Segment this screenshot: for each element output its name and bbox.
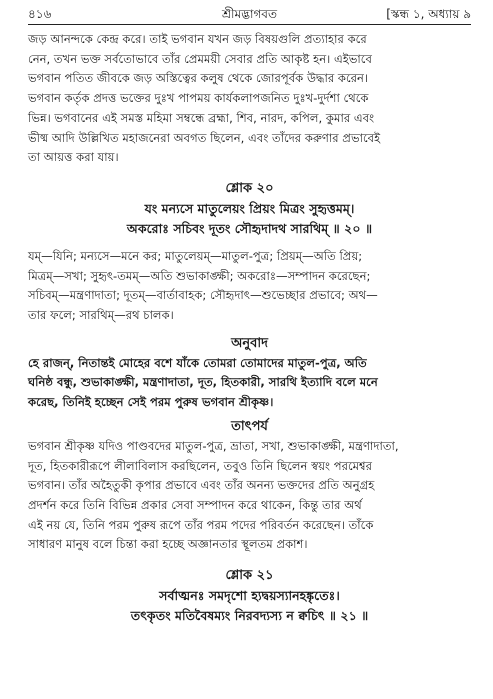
text-line: নেন, তখন ভক্ত সর্বতোভাবে তাঁর প্রেমময়ী সেবার প্রতি আকৃষ্ট হন। এইভাবে (28, 51, 372, 66)
purport-20 (28, 417, 471, 555)
verse-21 (28, 566, 471, 626)
text-line: তা আয়ত্ত করা যায়। (28, 150, 119, 165)
verse-20 (28, 179, 471, 239)
text-line: ভগবান পতিত জীবকে জড় অস্তিত্বের কলুষ থেকে জোরপূর্বক উদ্ধার করেন। (28, 71, 369, 86)
translation-line: ঘনিষ্ঠ বন্ধু, শুভাকাঙ্ক্ষী, মন্ত্রণাদাতা, দূত, হিতকারী, সারথি ইত্যাদি বলে মনে (28, 375, 378, 390)
verse-line: যং মন্যসে মাতুলেয়ং প্রিয়ং মিত্রং সুহৃত্তমম্। (144, 200, 355, 216)
verse-line: অকরোঃ সচিবং দূতং সৌহৃদাদথ সারথিম্ ॥ ২০ ॥ (126, 220, 373, 236)
translation-20 (28, 334, 471, 413)
purport-line: সাধারণ মানুষ বলে চিন্তা করা হচ্ছে অজ্ঞানতার স্থূলতম প্রকাশ। (28, 537, 308, 552)
verse-heading: শ্লোক ২০ (225, 180, 274, 196)
purport-line: ভগবান শ্রীকৃষ্ণ যদিও পাণ্ডবদের মাতুল-পুত্র, ভ্রাতা, সখা, শুভাকাঙ্ক্ষী, মন্ত্রণাদাতা, (28, 438, 399, 453)
text-line: ভগবান কর্তৃক প্রদত্ত ভক্তের দুঃখ পাপময় কার্যকলাপজনিত দুঃখ-দুর্দশা থেকে (28, 91, 369, 106)
synonyms-20 (28, 247, 471, 326)
purport-line: ভগবান। তাঁর অহৈতুকী কৃপার প্রভাবে এবং তাঁর অনন্য ভক্তদের প্রতি অনুগ্রহ (28, 478, 375, 493)
synonym-line: যম্—যিনি; মন্যসে—মনে কর; মাতুলেয়ম্—মাতুল-পুত্র; প্রিয়ম্—অতি প্রিয়; (28, 248, 363, 263)
synonym-line: তার ফলে; সারথিম্—রথ চালক। (28, 308, 174, 323)
synonym-line: সচিবম্—মন্ত্রণাদাতা; দূতম্—বার্তাবাহক; সৌহৃদাৎ—শুভেচ্ছার প্রভাবে; অথ— (28, 288, 378, 303)
verse-line: সর্বাত্মনঃ সমদৃশো হ্যদ্বয়স্যানহঙ্কৃতেঃ। (159, 588, 340, 604)
verse-line: তৎকৃতং মতিবৈষম্যং নিরবদ্যস্য ন ক্বচিৎ ॥ ২১ ॥ (130, 608, 369, 624)
translation-heading: অনুবাদ (231, 335, 268, 351)
text-line: ভিন্ন। ভগবানের এই সমস্ত মহিমা সম্বন্ধে ব্রহ্মা, শিব, নারদ, কপিল, কুমার এবং (28, 110, 375, 125)
purport-line: প্রদর্শন করে তিনি বিভিন্ন প্রকার সেবা সম্পাদন করে থাকেন, কিন্তু তার অর্থ (28, 497, 362, 512)
page-number: ৪১৬ (28, 7, 52, 21)
purport-heading: তাৎপর্য (231, 418, 268, 434)
verse-heading: শ্লোক ২১ (225, 568, 274, 584)
synonym-line: মিত্রম্—সখা; সুহৃৎ-তমম্—অতি শুভাকাঙ্ক্ষী; অকরোঃ—সম্পাদন করেছেন; (28, 268, 371, 283)
text-line: জড় আনন্দকে কেন্দ্র করে। তাই ভগবান যখন জড় বিষয়গুলি প্রত্যাহার করে (28, 32, 367, 46)
text-line: ভীষ্ম আদি উল্লিখিত মহাজনেরা অবগত ছিলেন, এবং তাঁদের করুণার প্রভাবেই (28, 130, 381, 145)
purport-line: এই নয় যে, তিনি পরম পুরুষ রূপে তাঁর পরম পদের পরিবর্তন করেছেন। তাঁকে (28, 517, 374, 532)
page-header (28, 4, 471, 25)
section-label: [স্কন্ধ ১, অধ্যায় ৯ (386, 7, 471, 21)
book-title: শ্রীমদ্ভাগবত (221, 7, 277, 21)
page-body (28, 30, 471, 626)
purport-line: দূত, হিতকারীরূপে লীলাবিলাস করছিলেন, তবুও তিনি ছিলেন স্বয়ং পরমেশ্বর (28, 458, 373, 473)
translation-line: করেছ, তিনিই হচ্ছেন সেই পরম পুরুষ ভগবান শ্রীকৃষ্ণ। (28, 395, 274, 410)
previous-purport (28, 30, 471, 168)
translation-line: হে রাজন্, নিতান্তই মোহের বশে যাঁকে তোমরা তোমাদের মাতুল-পুত্র, অতি (28, 355, 367, 370)
